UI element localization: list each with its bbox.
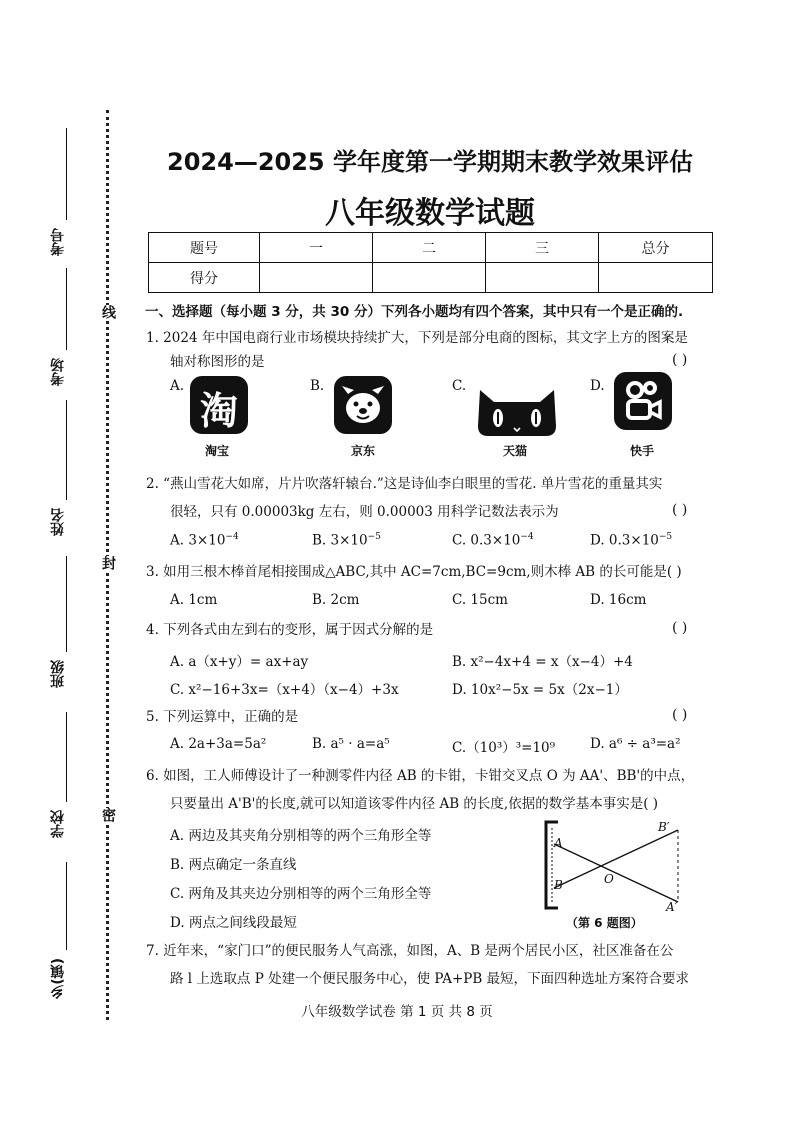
score-table-header-row [149, 233, 713, 263]
page-footer: 八年级数学试卷 第 1 页 共 8 页 [301, 1004, 493, 1020]
q2-stem-line1: 2. “燕山雪花大如席，片片吹落轩辕台.”这是诗仙李白眼里的雪花. 单片雪花的重量其实 [146, 476, 663, 492]
taobao-logo-char: 淘 [199, 389, 238, 433]
town-line [66, 862, 67, 950]
q1-label-b: B. [310, 378, 325, 394]
q6-option-c: C. 两角及其夹边分别相等的两个三角形全等 [170, 886, 432, 902]
room-line [66, 268, 67, 350]
q4-option-c: C. x²−16+3x=（x+4）（x−4）+3x [170, 682, 399, 698]
q2-option-a: A. $3\times 10^{-4}$ [170, 532, 239, 549]
q5-option-d: D. a⁶ ÷ a³=a² [590, 736, 681, 752]
jd-dog-logo-icon [334, 376, 392, 434]
q4-option-a: A. a（x+y）= ax+ay [170, 654, 309, 670]
q1-caption-b: 京东 [351, 444, 376, 458]
score-input-cell[interactable] [260, 263, 373, 293]
school-line [66, 712, 67, 802]
q2-option-d: D. $0.3\times 10^{-5}$ [590, 532, 673, 549]
score-cell: 总分 [599, 233, 713, 263]
tmall-cat-logo-icon [476, 386, 558, 442]
q1-label-c: C. [452, 378, 467, 394]
q3-stem-line1: 3. 如用三根木棒首尾相接围成△ABC,其中 AC=7cm,BC=9cm,则木棒 AB 的长可能是( ) [146, 564, 682, 580]
q1-stem-line2: 轴对称图形的是 [170, 354, 265, 370]
name-label: 姓名 [50, 508, 66, 536]
score-cell: 二 [373, 233, 486, 263]
score-input-cell[interactable] [599, 263, 713, 293]
name-line [66, 400, 67, 500]
town-label: 乡(镇) [50, 958, 66, 999]
q2-option-b: B. $3\times 10^{-5}$ [312, 532, 381, 549]
score-cell: 一 [260, 233, 373, 263]
school-label: 学校 [50, 810, 66, 838]
score-input-cell[interactable] [486, 263, 599, 293]
exam-no-line [66, 128, 67, 220]
q7-stem-line1: 7. 近年来，“家门口”的便民服务人气高涨，如图，A、B 是两个居民小区，社区准备在公 [146, 943, 674, 959]
q2-option-c: C. $0.3\times 10^{-4}$ [452, 532, 534, 549]
point-a-prime-label: A′ [666, 900, 678, 914]
room-label: 考场 [50, 358, 66, 386]
q5-answer-blank[interactable]: ( ) [672, 707, 688, 723]
point-a-label: A [554, 836, 563, 850]
point-b-label: B [554, 878, 563, 892]
seal-mark-close: 密 [100, 808, 116, 822]
q4-option-b: B. x²−4x+4 = x（x−4）+4 [452, 654, 633, 670]
score-input-cell[interactable] [373, 263, 486, 293]
section-heading: 一、选择题（每小题 3 分，共 30 分）下列各小题均有四个答案，其中只有一个是正确的. [145, 304, 684, 320]
exam-title: 2024—2025 学年度第一学期期末教学效果评估 [167, 148, 693, 176]
q6-option-d: D. 两点之间线段最短 [170, 915, 297, 931]
q6-stem-line2: 只要量出 A'B'的长度,就可以知道该零件内径 AB 的长度,依据的数学基本事实是( ) [170, 796, 659, 812]
q1-label-d: D. [590, 378, 605, 394]
q4-option-d: D. 10x²−5x = 5x（2x−1） [452, 682, 628, 698]
q2-answer-blank[interactable]: ( ) [672, 502, 688, 518]
q4-stem-line1: 4. 下列各式由左到右的变形，属于因式分解的是 [146, 622, 434, 638]
q5-stem-line1: 5. 下列运算中，正确的是 [146, 709, 299, 725]
q6-option-a: A. 两边及其夹角分别相等的两个三角形全等 [170, 828, 432, 844]
class-line [66, 556, 67, 652]
q1-stem-line1: 1. 2024 年中国电商行业市场模块持续扩大，下列是部分电商的图标，其文字上方的图案是 [146, 330, 688, 346]
score-table-score-row [149, 263, 713, 293]
q1-label-a: A. [170, 378, 185, 394]
q1-caption-c: 天猫 [503, 444, 528, 458]
q7-stem-line2: 路 l 上选取点 P 处建一个便民服务中心，使 PA+PB 最短，下面四种选址方案符合要求 [170, 971, 690, 987]
q4-answer-blank[interactable]: ( ) [672, 620, 688, 636]
q3-option-c: C. 15cm [452, 592, 508, 608]
score-cell: 题号 [149, 233, 260, 263]
q5-option-c: C.（10³）³=10⁹ [452, 740, 556, 756]
seal-mark-line: 线 [100, 305, 116, 319]
q2-stem-line2: 很轻，只有 0.00003kg 左右，则 0.00003 用科学记数法表示为 [170, 504, 559, 520]
score-cell: 得分 [149, 263, 260, 293]
q1-caption-d: 快手 [630, 444, 655, 458]
q3-option-b: B. 2cm [312, 592, 360, 608]
q6-option-b: B. 两点确定一条直线 [170, 857, 297, 873]
q5-option-a: A. 2a+3a=5a² [170, 736, 267, 752]
point-o-label: O [604, 872, 614, 886]
q3-option-a: A. 1cm [170, 592, 218, 608]
q6-stem-line1: 6. 如图，工人师傅设计了一种测零件内径 AB 的卡钳，卡钳交叉点 O 为 AA'、BB'的中点， [146, 768, 695, 784]
caliper-figure [536, 816, 696, 916]
point-b-prime-label: B′ [658, 820, 670, 834]
taobao-logo-icon [190, 376, 248, 434]
exam-subtitle: 八年级数学试题 [325, 196, 535, 231]
q1-answer-blank[interactable]: ( ) [672, 352, 688, 368]
kuaishou-logo-icon [614, 372, 672, 430]
score-cell: 三 [486, 233, 599, 263]
class-label: 班级 [50, 660, 66, 688]
q1-caption-a: 淘宝 [205, 444, 230, 458]
q6-figure-caption: （第 6 题图） [566, 916, 643, 930]
q5-option-b: B. a⁵ · a=a⁵ [312, 736, 390, 752]
seal-mark-seal: 封 [100, 556, 116, 570]
exam-no-label: 考号 [50, 228, 66, 256]
score-table [148, 232, 713, 293]
q3-option-d: D. 16cm [590, 592, 647, 608]
